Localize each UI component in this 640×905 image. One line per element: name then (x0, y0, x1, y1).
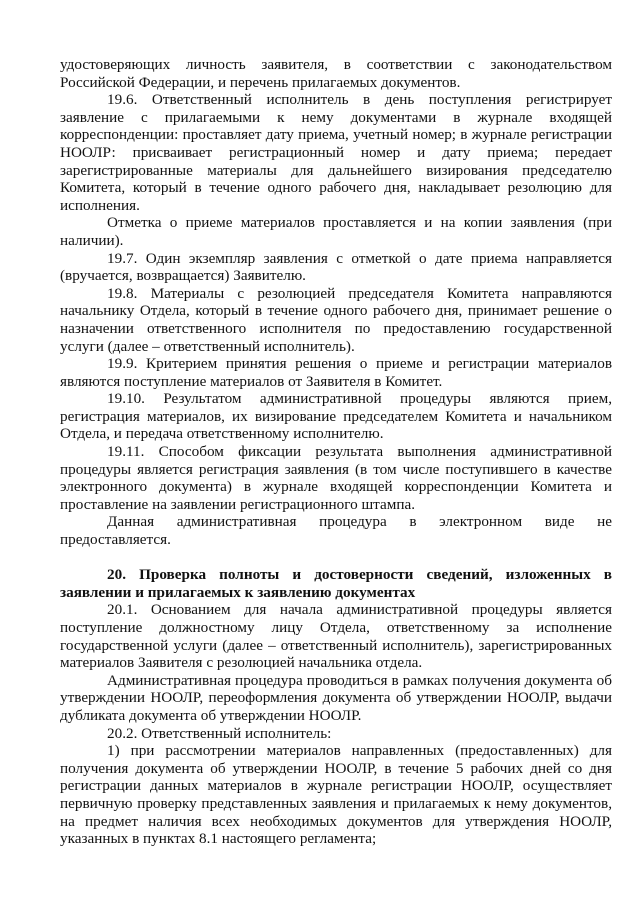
paragraph-19-8: 19.8. Материалы с резолюцией председателя Комитета направляются начальнику Отдела, который в течение одного рабочего дня, принимает решение о назначении ответственного исполнителя по предоставлению государственной услуги (далее – ответственный исполнитель). (60, 284, 612, 355)
paragraph-note: Отметка о приеме материалов проставляется и на копии заявления (при наличии). (60, 214, 612, 249)
document-page (60, 56, 612, 848)
paragraph-electronic-note: Данная административная процедура в электронном виде не предоставляется. (60, 513, 612, 549)
paragraph-19-7: 19.7. Один экземпляр заявления с отметкой о дате приема направляется (вручается, возвращается) Заявителю. (60, 249, 612, 285)
paragraph-item-1: 1) при рассмотрении материалов направленных (предоставленных) для получения документа об утверждении НООЛР, в течение 5 рабочих дней со дня регистрации данных материалов в журнале регистрации НООЛР, осуществляет первичную проверку представленных заявления и прилагаемых к нему документов, на предмет наличия всех необходимых документов для утверждения НООЛР, указанных в пунктах 8.1 настоящего регламента; (60, 742, 612, 848)
paragraph-procedure-scope: Административная процедура проводиться в рамках получения документа об утверждении НООЛР, переоформления документа об утверждении НООЛР, выдачи дубликата документа об утверждении НООЛР. (60, 671, 612, 724)
paragraph-20-2: 20.2. Ответственный исполнитель: (107, 724, 332, 742)
paragraph-19-9: 19.9. Критерием принятия решения о приеме и регистрации материалов являются поступление материалов от Заявителя в Комитет. (60, 355, 612, 390)
paragraph-19-6: 19.6. Ответственный исполнитель в день поступления регистрирует заявление с прилагаемыми к нему документами в журнале входящей корреспонденции: проставляет дату приема, учетный номер; в журнале регистрации НООЛР: присваивает регистрационный номер и дату приема; передает зарегистрированные материалы для дальнейшего визирования председателю Комитета, который в течение одного рабочего дня, накладывает резолюцию для исполнения. (60, 91, 612, 214)
paragraph-19-10: 19.10. Результатом административной процедуры являются прием, регистрация материалов, их визирование председателем Комитета и начальником Отдела, и передача ответственному исполнителю. (60, 390, 612, 443)
paragraph-20-1: 20.1. Основанием для начала административной процедуры является поступление должностному лицу Отдела, ответственному за исполнение государственной услуги (далее – ответственный исполнитель), зарегистрированных материалов Заявителя с резолюцией начальника отдела. (60, 601, 612, 672)
paragraph-19-11: 19.11. Способом фиксации результата выполнения административной процедуры является регистрация заявления (в том числе поступившего в качестве электронного документа) в журнале входящей корреспонденции Комитета и проставление на заявлении регистрационного штампа. (60, 443, 612, 513)
paragraph-continuation: удостоверяющих личность заявителя, в соответствии с законодательством Российской Федерации, и перечень прилагаемых документов. (60, 56, 612, 91)
section-heading-20: 20. Проверка полноты и достоверности сведений, изложенных в заявлении и прилагаемых к заявлению документах (60, 566, 612, 601)
